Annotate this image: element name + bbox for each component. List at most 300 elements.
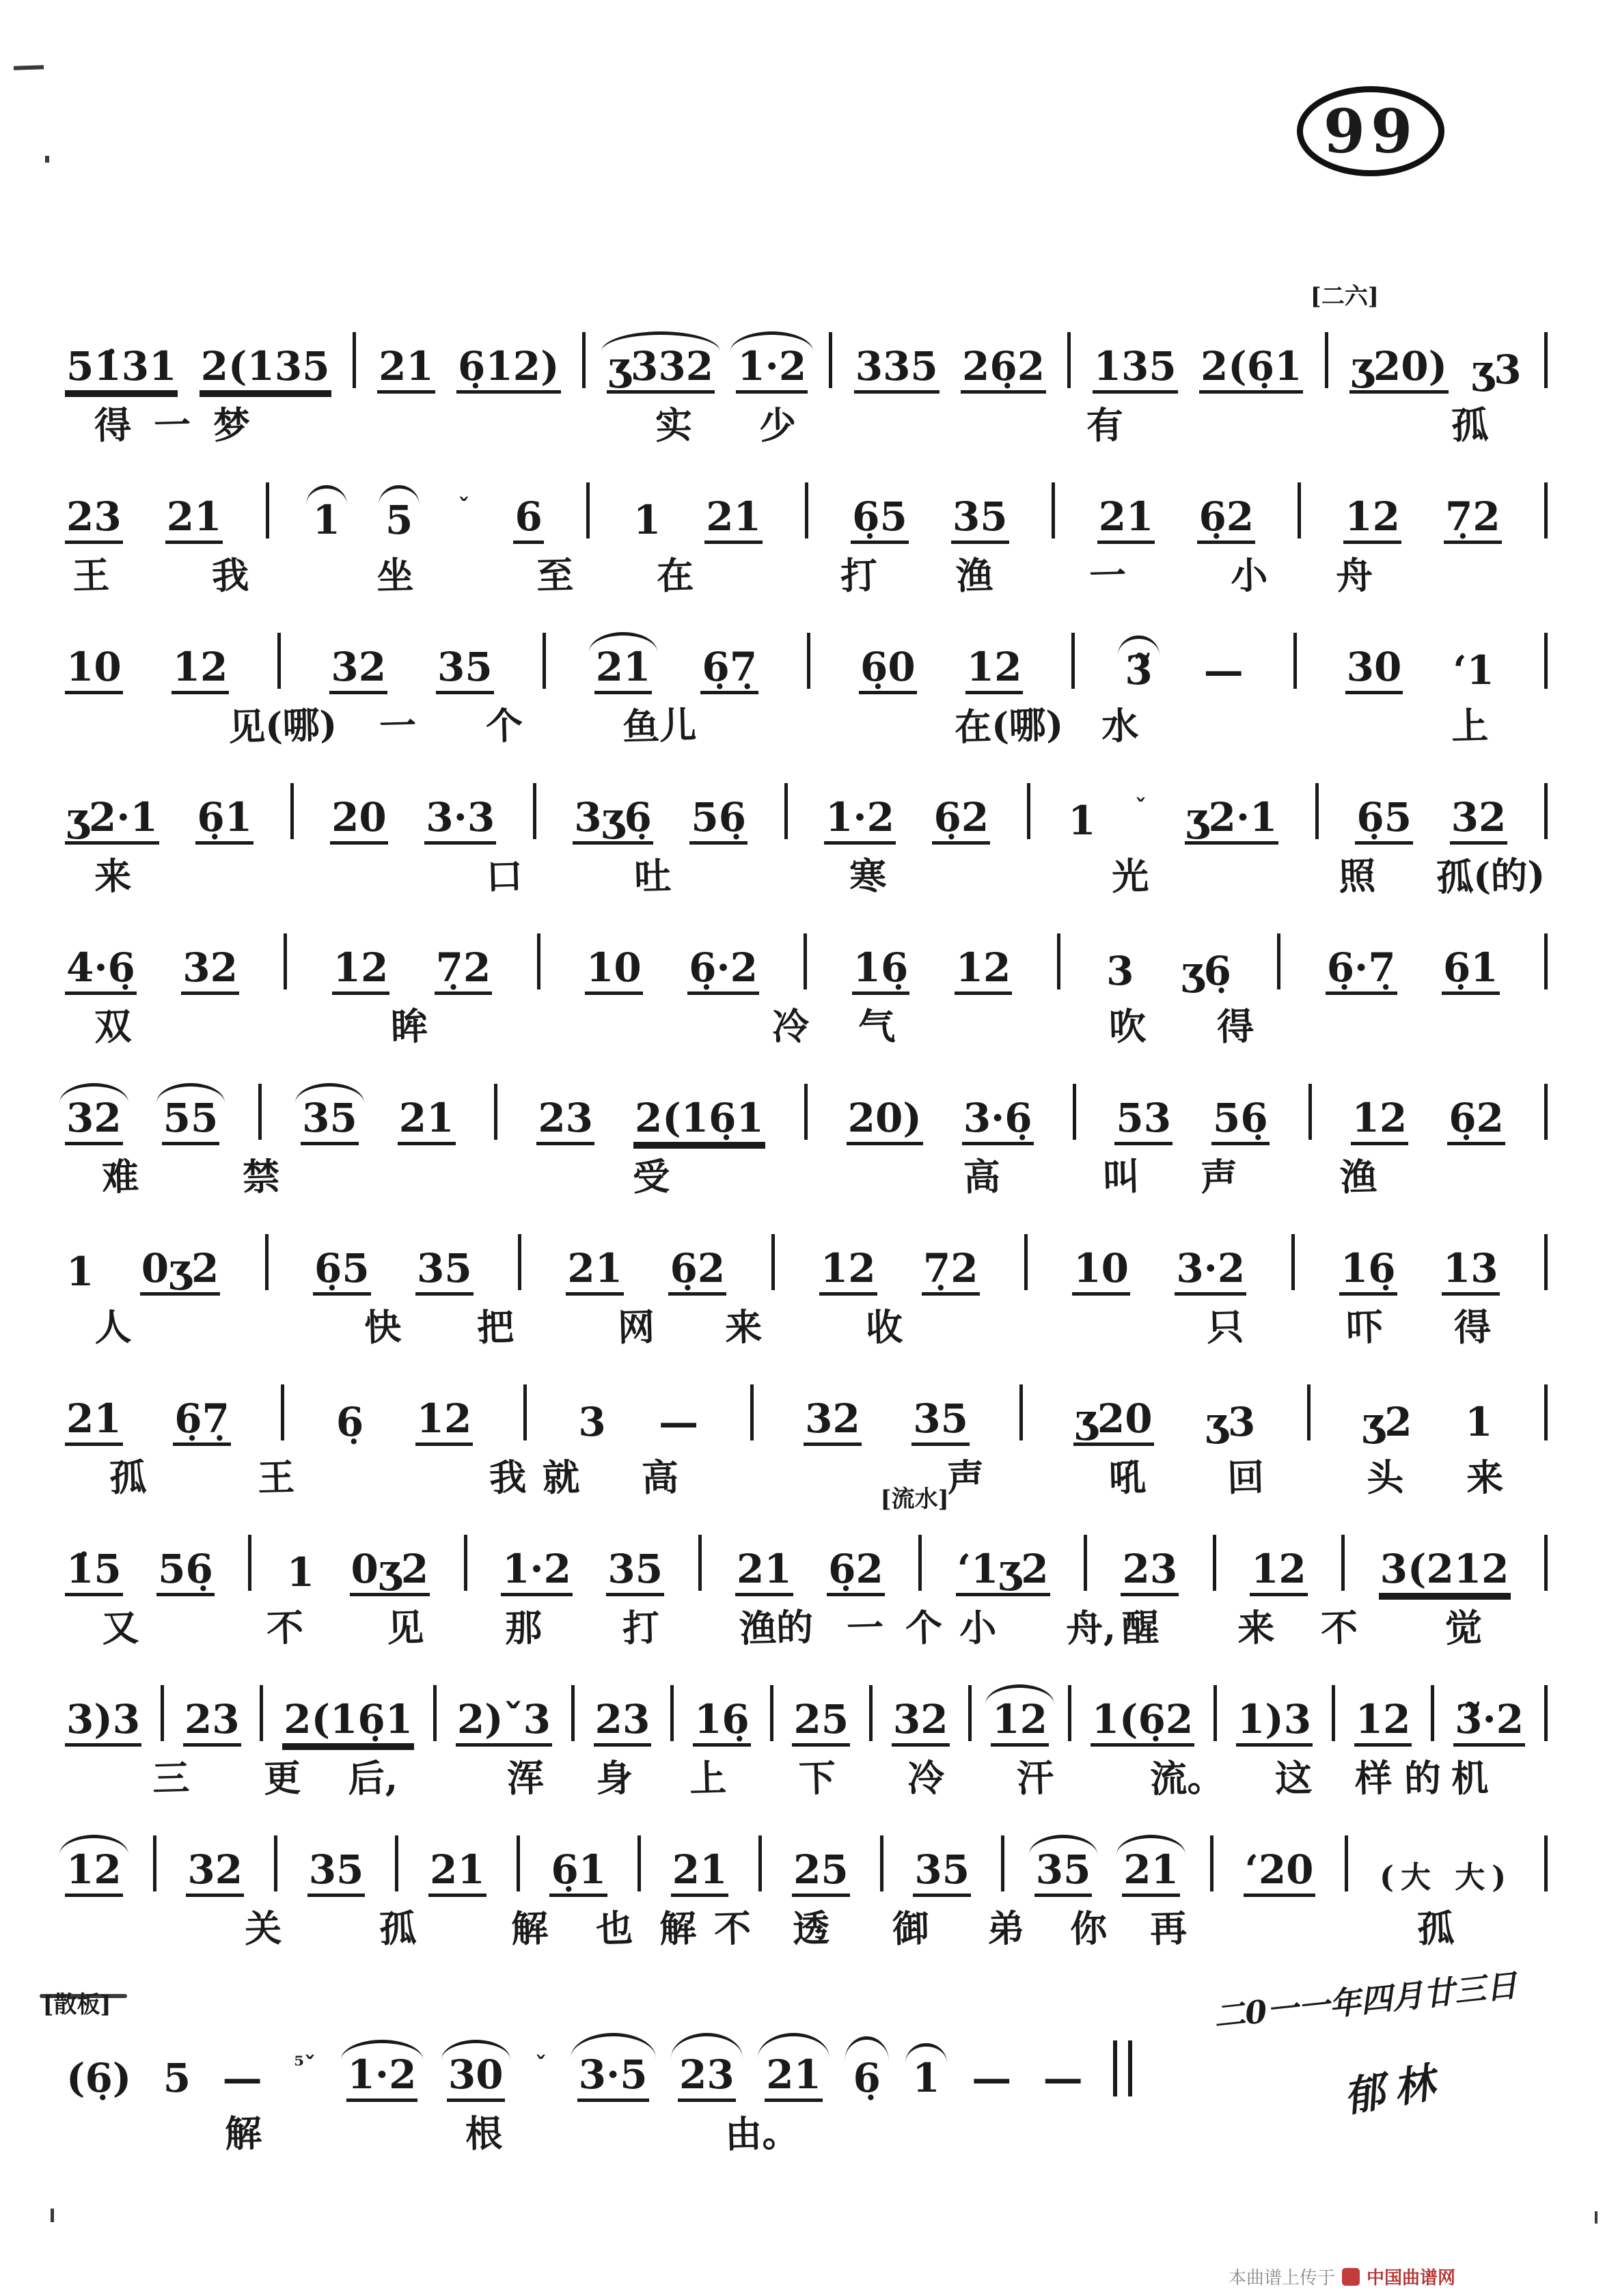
note-token: 23 <box>594 1699 652 1747</box>
lyric: 个 <box>905 1605 944 1650</box>
note-token: 10 <box>1072 1248 1130 1296</box>
lyrics-row <box>65 2102 1548 2159</box>
lyric: 舟, <box>1065 1605 1116 1650</box>
note-token: 21 <box>671 1850 729 1897</box>
lyric: 禁 <box>242 1154 281 1199</box>
notes-row <box>65 301 1548 394</box>
note-token: 1 <box>66 1248 94 1295</box>
lyric: 快 <box>364 1304 402 1350</box>
note-token: 21 <box>398 1098 456 1145</box>
lyric: 舟 <box>1334 553 1373 598</box>
note-token: 5 <box>385 497 413 543</box>
barline <box>1291 1234 1295 1290</box>
barline <box>1024 1234 1028 1290</box>
lyric: 关 <box>243 1906 282 1951</box>
score-line <box>65 601 1548 752</box>
note-token: 6 <box>513 497 543 544</box>
lyric: 那 <box>504 1605 543 1650</box>
note-token: 12 <box>965 647 1024 694</box>
lyric: 御 <box>892 1906 930 1951</box>
lyric: 水 <box>1101 703 1139 748</box>
lyric: 一 <box>1088 553 1127 598</box>
lyric: 解 <box>224 2111 263 2156</box>
note-token: 6̣0 <box>859 647 917 694</box>
scan-artifact <box>14 65 44 70</box>
lyric: 孤 <box>379 1906 417 1951</box>
barline <box>1068 1685 1071 1741</box>
lyric: 气 <box>858 1004 896 1049</box>
score-line <box>65 1486 1548 1654</box>
barline <box>1308 1084 1312 1140</box>
lyric: 我 <box>488 1455 527 1500</box>
note-token: 6̣2 <box>932 797 990 845</box>
lyric: 高 <box>963 1154 1001 1199</box>
lyrics-row <box>65 1145 1548 1203</box>
lyric: 得 <box>94 402 133 448</box>
note-token: ʒ2·1 <box>1185 797 1279 845</box>
note-token: 1·2 <box>736 346 808 394</box>
barline <box>1073 1084 1076 1140</box>
lyric: 身 <box>595 1755 633 1801</box>
note-token: 3·2 <box>1175 1248 1246 1296</box>
lyric: 少 <box>758 402 797 448</box>
barline <box>161 1685 164 1741</box>
note-token: 3 <box>578 1399 606 1445</box>
note-token: 6̣2 <box>827 1549 885 1596</box>
lyric: 孤 <box>109 1455 148 1500</box>
note-token: 3̃·2 <box>1453 1699 1525 1747</box>
barline <box>1052 482 1055 538</box>
note-token: 2)ˇ3 <box>456 1699 552 1747</box>
note-token: 3)3 <box>65 1699 141 1747</box>
lyric: 解 <box>510 1906 549 1951</box>
lyric: 一 <box>153 402 192 448</box>
barline <box>1213 1535 1216 1591</box>
banshi-annotation: [散板] <box>42 1991 111 2019</box>
note-token: ʒ20) <box>1349 346 1449 394</box>
note-token: 25 <box>792 1699 850 1747</box>
lyrics-row <box>65 694 1548 752</box>
note-token: 335 <box>854 346 940 394</box>
lyric: 来 <box>1465 1455 1504 1500</box>
score-line <box>65 1654 1548 1804</box>
barline <box>1277 933 1280 989</box>
lyric: 透 <box>792 1906 831 1951</box>
score-line <box>65 283 1548 451</box>
barline <box>1210 1835 1214 1891</box>
lyric: 一 <box>379 703 417 748</box>
note-token: 35 <box>307 1850 366 1897</box>
note-token: 7̣2 <box>922 1248 980 1296</box>
note-token: 21 <box>1122 1850 1180 1897</box>
note-token: ʒ2 <box>1362 1399 1412 1445</box>
lyric: 高 <box>641 1455 680 1500</box>
barline <box>1431 1685 1434 1741</box>
note-token: 2(16̣1 <box>633 1098 765 1145</box>
lyric: 小 <box>958 1605 997 1650</box>
lyric: 得 <box>1216 1004 1254 1049</box>
barline <box>1307 1384 1311 1440</box>
note-token: 12 <box>65 1850 123 1897</box>
note-token: — <box>972 2055 1012 2101</box>
note-token: ʒ332 <box>607 346 715 394</box>
barline <box>1544 332 1548 388</box>
barline <box>1084 1535 1087 1591</box>
notes-row <box>65 1503 1548 1596</box>
lyric: 来 <box>724 1304 763 1350</box>
note-token: 26̣2 <box>961 346 1046 394</box>
lyric: 得 <box>1453 1304 1492 1350</box>
note-token: 35 <box>415 1248 474 1296</box>
notes-row <box>65 2009 1132 2102</box>
note-token: 3̃ <box>1125 647 1153 694</box>
lyric: 眸 <box>390 1004 429 1049</box>
barline <box>284 933 287 989</box>
score-line <box>65 1353 1548 1503</box>
barline <box>771 1234 775 1290</box>
notes-row <box>65 752 1548 845</box>
note-token: 32 <box>1450 797 1508 845</box>
note-token: 32 <box>181 948 239 995</box>
barline <box>518 1234 521 1290</box>
lyric: 头 <box>1366 1455 1405 1500</box>
lyric: 声 <box>946 1455 985 1500</box>
lyric: 寒 <box>849 853 887 899</box>
barline <box>290 783 294 839</box>
lyric: 不 <box>1320 1605 1358 1650</box>
note-token: 6̣2 <box>1197 497 1255 544</box>
note-token: 30 <box>1345 647 1403 694</box>
barline <box>353 332 356 388</box>
note-token: 12 <box>991 1699 1049 1747</box>
notes-row <box>65 601 1548 694</box>
lyric: 我 <box>211 553 249 598</box>
lyric: 有 <box>1086 402 1125 448</box>
lyric: 坐 <box>375 553 414 598</box>
lyric: 收 <box>865 1304 903 1350</box>
watermark-site: 中国曲谱网 <box>1366 2268 1455 2288</box>
note-token: 23 <box>65 497 123 544</box>
lyric: 渔 <box>955 553 994 598</box>
lyric: 王 <box>257 1455 296 1500</box>
note-token: 21 <box>566 1248 624 1296</box>
lyric: 就 <box>541 1455 580 1500</box>
note-token: 6̣ <box>335 1399 364 1445</box>
note-token: ʒ3 <box>1471 346 1522 393</box>
barline <box>1067 332 1071 388</box>
lyric: 这 <box>1274 1755 1313 1801</box>
scan-artifact <box>1595 2211 1598 2224</box>
note-token: 2(6̣1 <box>1199 346 1304 394</box>
lyrics-row <box>65 544 1548 601</box>
notes-row <box>65 1353 1548 1446</box>
note-token: 5 <box>163 2055 191 2101</box>
lyric: 声 <box>1200 1154 1239 1199</box>
lyric: 流。 <box>1149 1755 1225 1801</box>
barline <box>1315 783 1319 839</box>
barline <box>523 1384 527 1440</box>
lyric: 口 <box>485 853 524 899</box>
lyric: 也 <box>595 1906 633 1951</box>
barline <box>517 1835 520 1891</box>
note-token: 32 <box>186 1850 244 1897</box>
note-token: 16̣ <box>693 1699 751 1747</box>
note-token: ʒ20 <box>1073 1399 1154 1446</box>
barline <box>281 1384 284 1440</box>
lyric: 鱼儿 <box>622 702 697 749</box>
note-token: 6̣7̣ <box>173 1399 231 1446</box>
lyric: 来 <box>1237 1605 1276 1650</box>
lyric: 叫 <box>1102 1154 1140 1199</box>
note-token: 13 <box>1442 1248 1500 1296</box>
barline <box>571 1685 575 1741</box>
note-token: 51̇31 <box>65 346 178 394</box>
barline <box>1019 1384 1023 1440</box>
note-token: 21 <box>735 1549 793 1596</box>
note-token: ʒ6̣ <box>1181 948 1232 994</box>
lyric: 上 <box>688 1755 727 1801</box>
barline <box>1325 332 1328 388</box>
lyric: 你 <box>1069 1906 1108 1951</box>
note-token: 35 <box>1034 1850 1093 1897</box>
lyric: 样 <box>1354 1755 1393 1801</box>
note-token: 1)3 <box>1236 1699 1313 1747</box>
lyric: 不 <box>266 1605 305 1650</box>
lyric: 渔的 <box>739 1604 814 1651</box>
barline <box>1544 1384 1548 1440</box>
lyric: 至 <box>536 553 574 598</box>
lyrics-row <box>65 1897 1548 1954</box>
lyrics-row <box>65 845 1548 902</box>
note-token: 12 <box>1354 1699 1412 1747</box>
note-token: 6̣ <box>853 2055 881 2101</box>
lyric: 的 <box>1403 1755 1442 1801</box>
note-token: 2(16̣1 <box>282 1699 414 1747</box>
note-token: 21 <box>428 1850 486 1897</box>
lyric: 梦 <box>212 402 251 448</box>
note-token: 6̣5 <box>1355 797 1413 845</box>
note-token: 53 <box>1114 1098 1173 1145</box>
barline <box>637 1835 641 1891</box>
note-token: 6̣2 <box>668 1248 726 1296</box>
lyric: 双 <box>94 1004 133 1049</box>
barline <box>1027 783 1030 839</box>
lyric: 光 <box>1111 853 1149 899</box>
note-token: 3ʒ6̣ <box>573 797 653 845</box>
barline <box>670 1685 674 1741</box>
lyric: 王 <box>72 553 110 598</box>
note-token: 3 <box>1106 948 1134 994</box>
lyric: 吓 <box>1345 1304 1384 1350</box>
note-token: 21 <box>704 497 763 544</box>
signature: 郁林 <box>1339 2057 1448 2122</box>
lyric: 在(哪) <box>954 702 1065 750</box>
note-token: 3·6̣ <box>962 1098 1034 1145</box>
lyric: 只 <box>1206 1304 1244 1350</box>
lyrics-row <box>65 1446 1548 1503</box>
lyric: 又 <box>101 1605 140 1650</box>
note-token: 12 <box>955 948 1013 995</box>
barline <box>258 1084 262 1140</box>
note-token: 12 <box>332 948 390 995</box>
lyric: 吐 <box>633 853 672 899</box>
barline <box>1544 1685 1548 1741</box>
note-token: (大 大) <box>1380 1860 1513 1895</box>
note-token: (6̣) <box>66 2055 132 2101</box>
watermark-logo-icon <box>1342 2268 1360 2286</box>
note-token: 12 <box>172 647 230 694</box>
score-line <box>65 902 1548 1052</box>
note-token: 1·2 <box>501 1549 573 1596</box>
scan-artifact <box>45 156 49 163</box>
lyric: 后, <box>347 1755 399 1801</box>
note-token: — <box>1043 2055 1083 2101</box>
barline <box>1057 933 1060 989</box>
barline <box>1293 633 1297 689</box>
note-token: 16̣ <box>1339 1248 1397 1296</box>
note-token: 56̣ <box>689 797 748 845</box>
lyric: 更 <box>263 1755 301 1801</box>
note-token: 21 <box>1097 497 1155 544</box>
score-line <box>65 1052 1548 1203</box>
barline <box>1071 633 1075 689</box>
barline <box>265 1234 269 1290</box>
note-token: 32 <box>65 1098 123 1145</box>
barline <box>807 633 810 689</box>
barline <box>464 1535 467 1591</box>
notes-row <box>65 1203 1548 1296</box>
barline <box>804 1084 808 1140</box>
barline <box>1544 482 1548 538</box>
note-token: 0ʒ2 <box>140 1248 221 1296</box>
lyric: 下 <box>798 1755 837 1801</box>
barline <box>1544 933 1548 989</box>
note-token: 1·2 <box>346 2055 418 2102</box>
watermark-text: 本曲谱上传于 <box>1228 2268 1335 2288</box>
note-token: 1 <box>286 1549 315 1596</box>
barline <box>698 1535 702 1591</box>
note-token: ˇ <box>1135 795 1147 822</box>
note-token: 6̣1 <box>1442 948 1500 995</box>
note-token: 21 <box>65 1399 123 1446</box>
note-token: 6̣2 <box>1447 1098 1505 1145</box>
note-token: 6̣·2 <box>687 948 759 995</box>
barline <box>266 482 269 538</box>
barline <box>1345 1835 1348 1891</box>
note-token: 23 <box>183 1699 241 1747</box>
barline <box>1544 1835 1548 1891</box>
barline <box>750 1384 754 1440</box>
lyrics-row <box>65 1596 1548 1654</box>
lyric: 受 <box>632 1154 671 1199</box>
lyric: 上 <box>1451 703 1489 748</box>
barline <box>395 1835 398 1891</box>
note-token: 1 <box>312 497 340 543</box>
lyric: 一 <box>845 1605 884 1650</box>
note-token: 1(6̣2 <box>1091 1699 1195 1747</box>
banshi-annotation: [流水] <box>880 1486 949 1513</box>
note-token: 6̣·7̣ <box>1326 948 1397 995</box>
lyric: 冷 <box>906 1755 945 1801</box>
lyric: 照 <box>1338 853 1376 899</box>
note-token: 3(212 <box>1379 1549 1511 1596</box>
note-token: ˇ <box>535 2052 547 2079</box>
note-token: 12 <box>1343 497 1401 544</box>
barline <box>586 482 590 538</box>
lyric: 渔 <box>1339 1154 1378 1199</box>
note-token: 21 <box>377 346 435 394</box>
note-token: ʒ2·1 <box>65 797 159 845</box>
note-token: 3·5 <box>577 2055 649 2102</box>
barline <box>1544 633 1548 689</box>
note-token: 55 <box>162 1098 220 1145</box>
note-token: 35 <box>951 497 1009 544</box>
note-token: 3·3 <box>424 797 496 845</box>
lyric: 回 <box>1226 1455 1265 1500</box>
date-inscription: 二0一一年四月廿三日 <box>1211 1966 1519 2036</box>
lyric: 人 <box>94 1304 133 1350</box>
note-token: 1 <box>633 497 661 543</box>
watermark <box>1229 2264 1455 2289</box>
lyric: 打 <box>622 1605 660 1650</box>
note-token: 23 <box>536 1098 594 1145</box>
notes-row <box>65 1052 1548 1145</box>
lyric: 机 <box>1451 1755 1489 1801</box>
note-token: ⁵ˇ <box>294 2052 316 2079</box>
barline <box>804 933 807 989</box>
lyric: 见(哪) <box>227 702 338 750</box>
note-token: 1 <box>1068 797 1096 844</box>
note-token: 32 <box>329 647 387 694</box>
score <box>42 283 1548 2159</box>
note-token: ʻ1 <box>1453 647 1494 694</box>
note-token: 6̣12) <box>456 346 561 394</box>
lyric: 解 <box>659 1906 698 1951</box>
barline <box>1332 1685 1335 1741</box>
note-token: ʒ3 <box>1205 1399 1256 1445</box>
lyric: 小 <box>1229 553 1268 598</box>
note-token: 12 <box>1250 1549 1308 1596</box>
barline <box>1001 1835 1004 1891</box>
lyric: 网 <box>617 1304 656 1350</box>
lyric: 难 <box>101 1154 140 1199</box>
lyric: 孤 <box>1451 402 1489 448</box>
note-token: 35 <box>436 647 494 694</box>
lyric: 孤 <box>1416 1906 1455 1951</box>
note-token: 21 <box>594 647 653 694</box>
lyric: 汗 <box>1016 1755 1055 1801</box>
barline <box>1544 1535 1548 1591</box>
lyrics-row <box>65 1747 1548 1804</box>
barline <box>537 933 540 989</box>
barline <box>1544 1234 1548 1290</box>
lyric: 根 <box>465 2111 503 2156</box>
note-token: 6̣5 <box>313 1248 371 1296</box>
note-token: 20 <box>330 797 388 845</box>
note-token: 6̣5 <box>851 497 909 544</box>
note-token: 12 <box>819 1248 877 1296</box>
barline <box>1298 482 1301 538</box>
lyric: 在 <box>656 553 694 598</box>
note-token: 4·6̣ <box>65 948 137 995</box>
scan-artifact <box>51 2209 54 2222</box>
barline <box>918 1535 922 1591</box>
note-token: 21 <box>765 2055 823 2102</box>
lyric: 个 <box>485 703 524 748</box>
note-token: 35 <box>911 1399 970 1446</box>
notes-row <box>65 451 1548 544</box>
barline <box>805 482 808 538</box>
